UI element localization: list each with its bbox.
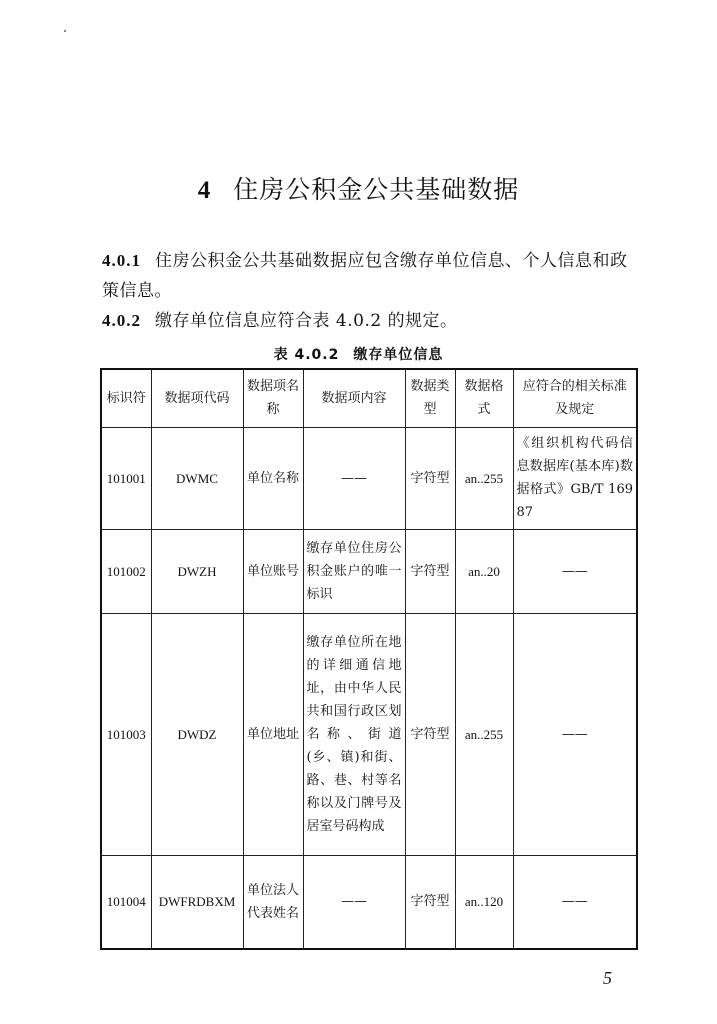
table-row: [101, 529, 637, 613]
header-item-name: 数据项名称: [243, 369, 303, 427]
header-data-format: 数据格式: [455, 369, 513, 427]
cell-item-code: DWDZ: [151, 613, 243, 855]
table-row: [101, 855, 637, 949]
cell-identifier: 101003: [101, 613, 151, 855]
cell-item-name: 单位账号: [243, 529, 303, 613]
clause-text: 缴存单位信息应符合表 4.0.2 的规定。: [155, 311, 458, 331]
cell-data-format: an..120: [455, 855, 513, 949]
table-caption: [0, 344, 717, 364]
header-data-type: 数据类型: [405, 369, 455, 427]
cell-data-type: 字符型: [405, 613, 455, 855]
header-item-content: 数据项内容: [303, 369, 405, 427]
cell-item-content: ——: [303, 427, 405, 529]
cell-data-format: an..255: [455, 613, 513, 855]
cell-item-code: DWZH: [151, 529, 243, 613]
cell-item-name: 单位名称: [243, 427, 303, 529]
cell-item-name: 单位地址: [243, 613, 303, 855]
table-caption-title: 缴存单位信息: [353, 347, 444, 363]
cell-standard: ——: [513, 613, 637, 855]
cell-data-type: 字符型: [405, 855, 455, 949]
cell-identifier: 101004: [101, 855, 151, 949]
cell-item-content: 缴存单位所在地的详细通信地址，由中华人民共和国行政区划名称、街道(乡、镇)和街、路、巷、村等名称以及门牌号及居室号码构成: [303, 613, 405, 855]
chapter-number: 4: [197, 177, 212, 204]
chapter-title-text: 住房公积金公共基础数据: [233, 175, 520, 204]
cell-item-content: ——: [303, 855, 405, 949]
clause-text: 住房公积金公共基础数据应包含缴存单位信息、个人信息和政策信息。: [102, 251, 628, 301]
cell-data-format: an..255: [455, 427, 513, 529]
cell-data-format: an..20: [455, 529, 513, 613]
cell-standard: 《组织机构代码信息数据库(基本库)数据格式》GB/T 16987: [513, 427, 637, 529]
cell-standard: ——: [513, 529, 637, 613]
cell-identifier: 101001: [101, 427, 151, 529]
table-row: [101, 613, 637, 855]
page-number: 5: [603, 968, 612, 988]
cell-item-name: 单位法人代表姓名: [243, 855, 303, 949]
cell-data-type: 字符型: [405, 427, 455, 529]
table-row: [101, 427, 637, 529]
clause-number: 4.0.2: [102, 311, 141, 330]
clause-paragraph: [102, 306, 642, 336]
cell-data-type: 字符型: [405, 529, 455, 613]
clause-paragraph: [102, 246, 642, 306]
header-identifier: 标识符: [101, 369, 151, 427]
table-caption-number: 表 4.0.2: [273, 347, 340, 363]
chapter-heading: [0, 170, 717, 206]
clause-number: 4.0.1: [102, 251, 141, 270]
cell-standard: ——: [513, 855, 637, 949]
table-header-row: [101, 369, 637, 427]
scan-speck: [64, 30, 66, 32]
header-standard: 应符合的相关标准及规定: [513, 369, 637, 427]
header-item-code: 数据项代码: [151, 369, 243, 427]
cell-item-code: DWMC: [151, 427, 243, 529]
cell-identifier: 101002: [101, 529, 151, 613]
unit-info-table: [100, 368, 638, 950]
cell-item-content: 缴存单位住房公积金账户的唯一标识: [303, 529, 405, 613]
cell-item-code: DWFRDBXM: [151, 855, 243, 949]
